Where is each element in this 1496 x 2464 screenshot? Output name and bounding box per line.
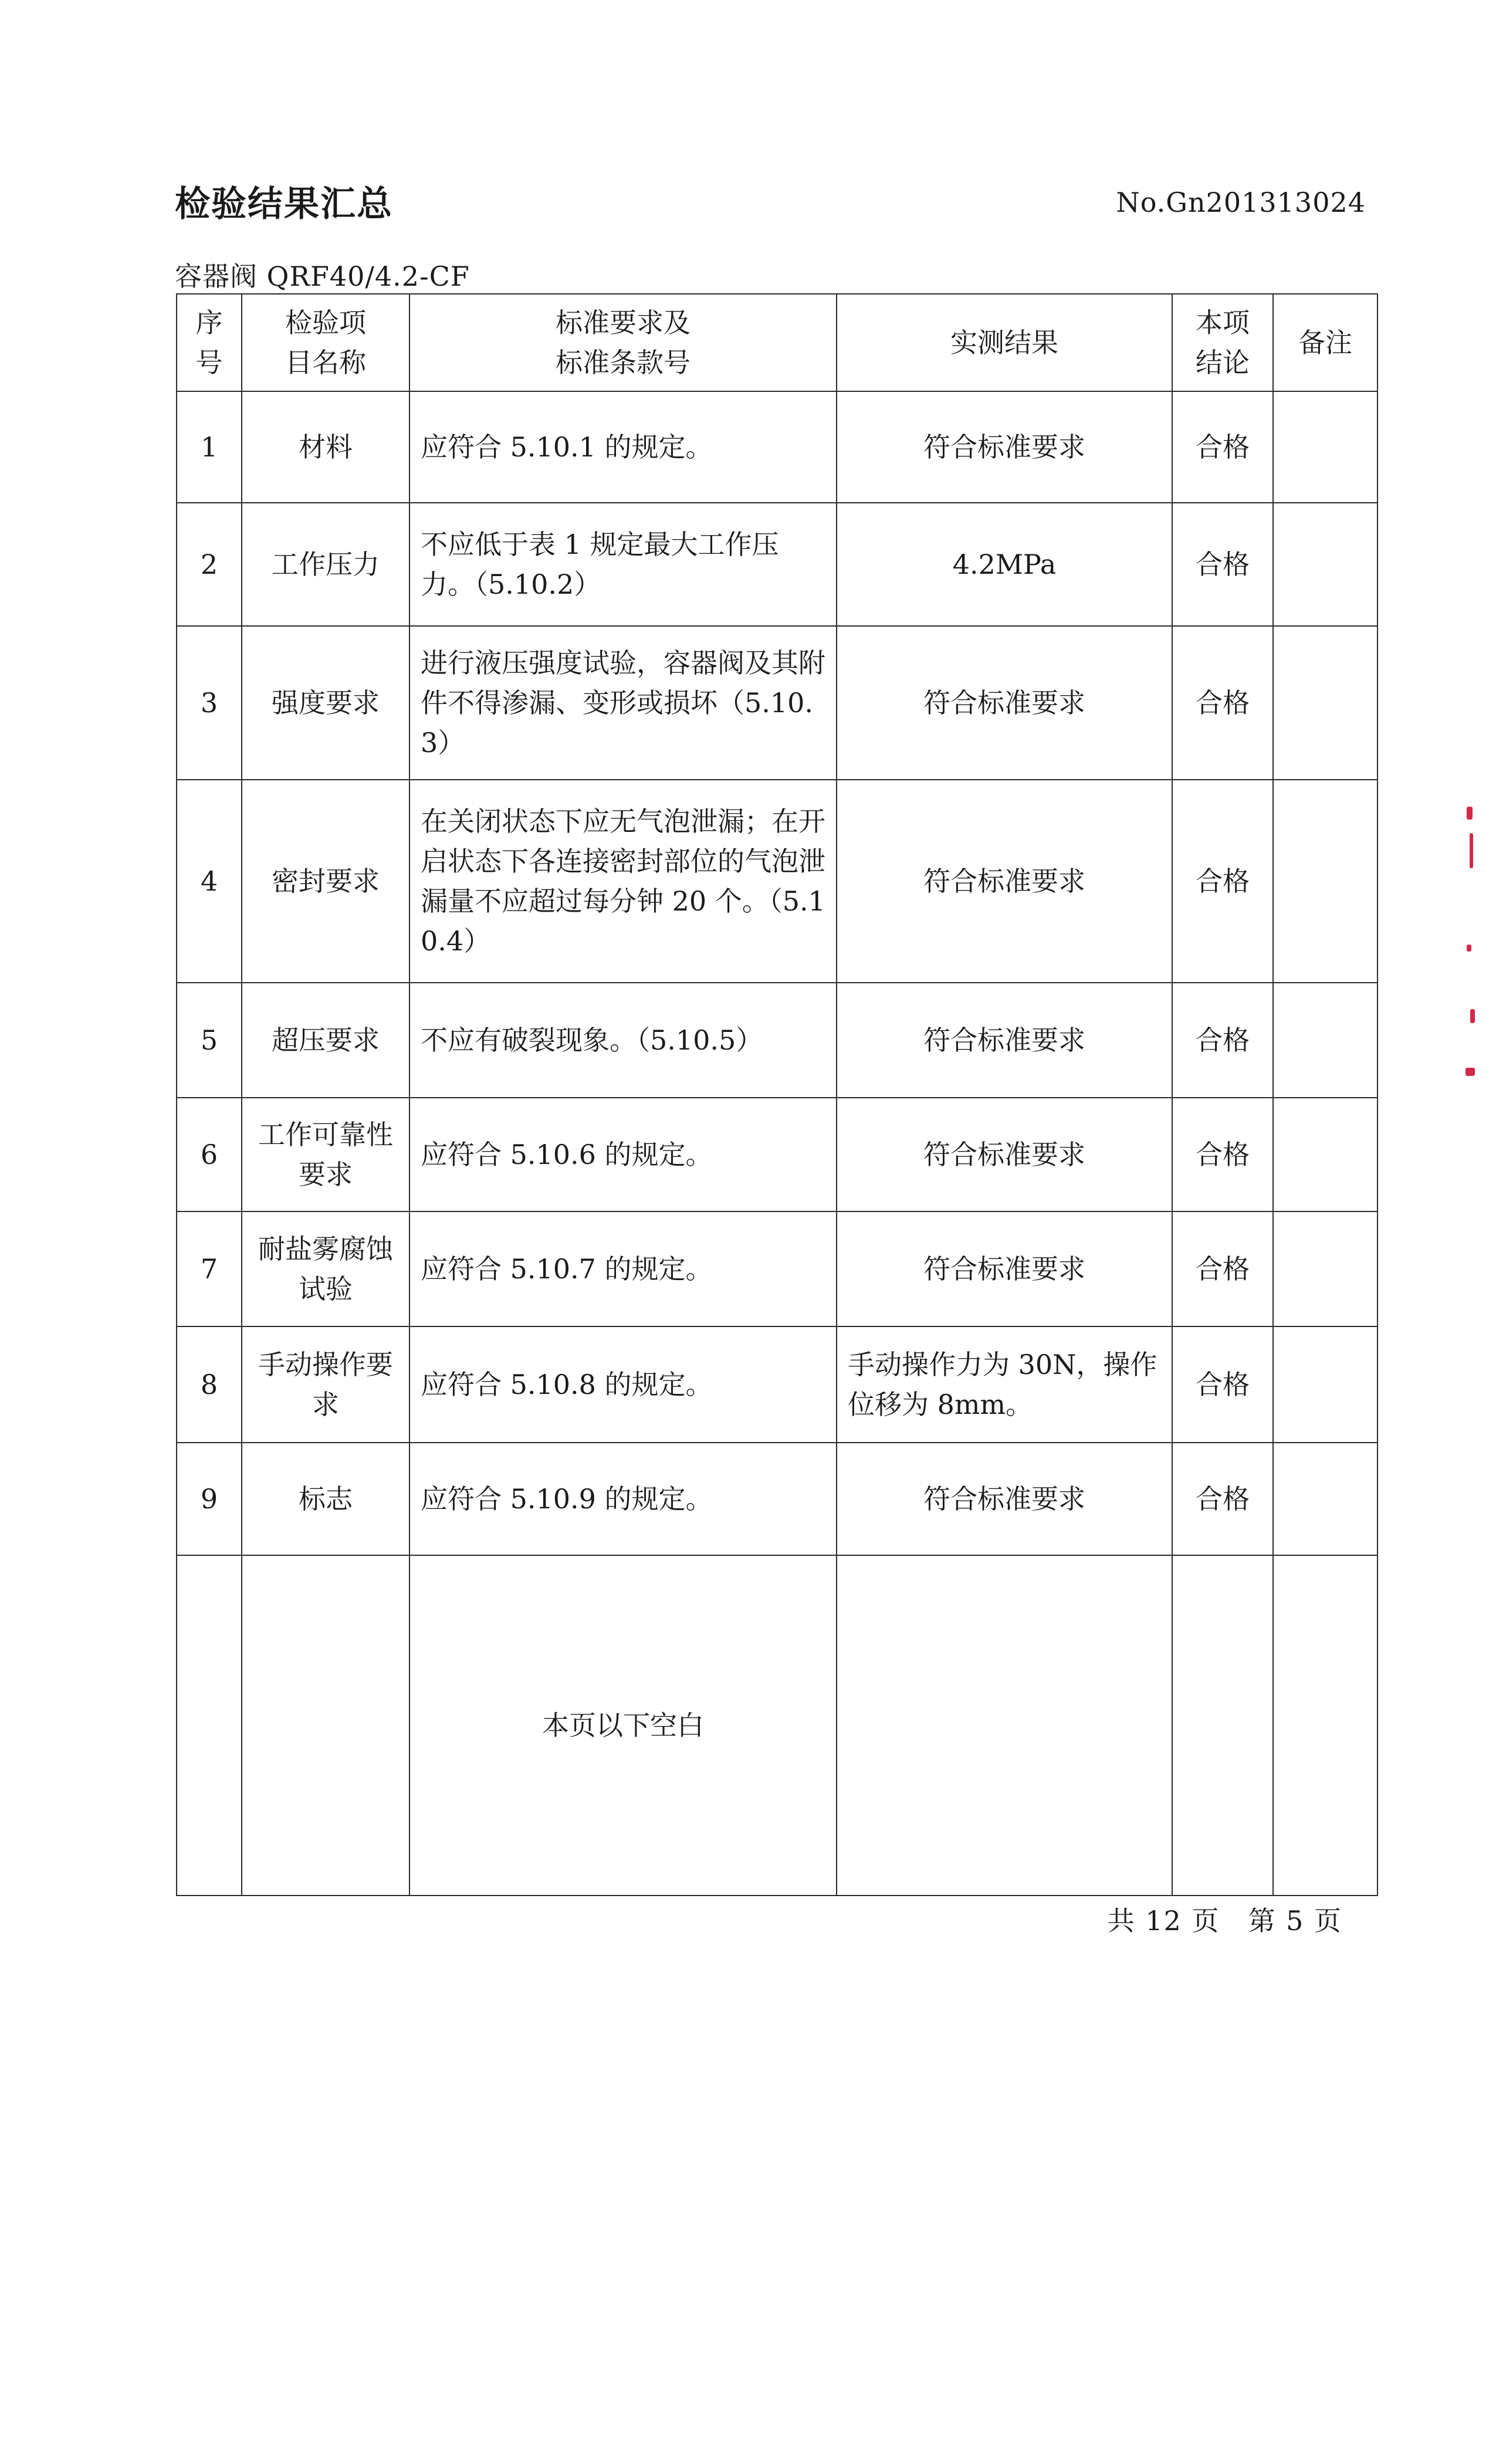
cell-requirement: 应符合 5.10.1 的规定。 xyxy=(409,391,837,503)
header-seq xyxy=(177,294,242,391)
cell-item: 材料 xyxy=(242,391,409,503)
header-conclusion xyxy=(1172,294,1273,391)
cell-seq: 6 xyxy=(177,1098,242,1211)
blank-cell xyxy=(1273,1555,1377,1896)
blank-below-note: 本页以下空白 xyxy=(409,1555,837,1896)
cell-conclusion: 合格 xyxy=(1172,1211,1273,1326)
cell-remarks xyxy=(1273,1443,1377,1555)
seal-mark xyxy=(1467,945,1471,952)
cell-conclusion: 合格 xyxy=(1172,1326,1273,1443)
table-row xyxy=(177,391,1377,503)
table-row xyxy=(177,1098,1377,1211)
cell-seq: 4 xyxy=(177,780,242,983)
cell-remarks xyxy=(1273,780,1377,983)
cell-item: 标志 xyxy=(242,1443,409,1555)
cell-conclusion: 合格 xyxy=(1172,1443,1273,1555)
cell-remarks xyxy=(1273,391,1377,503)
cell-seq: 7 xyxy=(177,1211,242,1326)
cell-remarks xyxy=(1273,503,1377,626)
page-number: 共 12 页 第 5 页 xyxy=(1107,1905,1342,1937)
seal-mark xyxy=(1467,807,1473,820)
blank-cell xyxy=(177,1555,242,1896)
cell-result: 符合标准要求 xyxy=(837,1211,1172,1326)
cell-seq: 8 xyxy=(177,1326,242,1443)
header-seq-line: 号 xyxy=(195,347,223,378)
cell-item: 工作可靠性要求 xyxy=(242,1098,409,1211)
blank-cell xyxy=(242,1555,409,1896)
table-row xyxy=(177,983,1377,1098)
blank-row xyxy=(177,1555,1377,1896)
cell-item: 强度要求 xyxy=(242,626,409,780)
table-row xyxy=(177,1326,1377,1443)
header-seq-line: 序 xyxy=(195,307,223,339)
cell-result: 符合标准要求 xyxy=(837,626,1172,780)
header-requirement xyxy=(409,294,837,391)
cell-conclusion: 合格 xyxy=(1172,391,1273,503)
table-row xyxy=(177,1211,1377,1326)
cell-seq: 2 xyxy=(177,503,242,626)
cell-result: 手动操作力为 30N，操作位移为 8mm。 xyxy=(837,1326,1172,1443)
header-requirement-line: 标准要求及 xyxy=(556,307,691,339)
cell-item: 超压要求 xyxy=(242,983,409,1098)
cell-requirement: 应符合 5.10.6 的规定。 xyxy=(409,1098,837,1211)
seal-mark xyxy=(1465,1068,1475,1076)
cell-requirement: 不应有破裂现象。（5.10.5） xyxy=(409,983,837,1098)
header-requirement-line: 标准条款号 xyxy=(556,347,691,378)
cell-item: 耐盐雾腐蚀试验 xyxy=(242,1211,409,1326)
cell-result: 符合标准要求 xyxy=(837,780,1172,983)
cell-seq: 1 xyxy=(177,391,242,503)
cell-conclusion: 合格 xyxy=(1172,503,1273,626)
table-row xyxy=(177,1443,1377,1555)
table-header-row xyxy=(177,294,1377,391)
cell-result: 符合标准要求 xyxy=(837,1443,1172,1555)
header-item-line: 目名称 xyxy=(285,347,366,378)
header-conclusion-line: 本项 xyxy=(1196,307,1250,339)
header-result xyxy=(837,294,1172,391)
cell-result: 符合标准要求 xyxy=(837,1098,1172,1211)
table-row xyxy=(177,780,1377,983)
cell-remarks xyxy=(1273,626,1377,780)
product-name: 容器阀 QRF40/4.2-CF xyxy=(175,260,470,292)
header-remarks xyxy=(1273,294,1377,391)
cell-requirement: 应符合 5.10.8 的规定。 xyxy=(409,1326,837,1443)
header-conclusion-line: 结论 xyxy=(1196,347,1250,378)
header-result-line: 实测结果 xyxy=(950,327,1058,358)
seal-mark xyxy=(1470,833,1473,868)
cell-requirement: 应符合 5.10.9 的规定。 xyxy=(409,1443,837,1555)
cell-conclusion: 合格 xyxy=(1172,1098,1273,1211)
seal-mark xyxy=(1470,1009,1475,1023)
cell-conclusion: 合格 xyxy=(1172,983,1273,1098)
cell-requirement: 在关闭状态下应无气泡泄漏；在开启状态下各连接密封部位的气泡泄漏量不应超过每分钟 20 个。（5.10.4） xyxy=(409,780,837,983)
cell-remarks xyxy=(1273,1098,1377,1211)
header-item-line: 检验项 xyxy=(285,307,366,339)
cell-result: 4.2MPa xyxy=(837,503,1172,626)
table-row xyxy=(177,503,1377,626)
blank-cell xyxy=(837,1555,1172,1896)
cell-item: 工作压力 xyxy=(242,503,409,626)
cell-requirement: 应符合 5.10.7 的规定。 xyxy=(409,1211,837,1326)
cell-remarks xyxy=(1273,983,1377,1098)
cell-result: 符合标准要求 xyxy=(837,983,1172,1098)
cell-item: 手动操作要求 xyxy=(242,1326,409,1443)
cell-result: 符合标准要求 xyxy=(837,391,1172,503)
cell-remarks xyxy=(1273,1211,1377,1326)
blank-cell xyxy=(1172,1555,1273,1896)
cell-conclusion: 合格 xyxy=(1172,780,1273,983)
header-item xyxy=(242,294,409,391)
cell-seq: 5 xyxy=(177,983,242,1098)
table-row xyxy=(177,626,1377,780)
cell-requirement: 不应低于表 1 规定最大工作压力。（5.10.2） xyxy=(409,503,837,626)
cell-seq: 9 xyxy=(177,1443,242,1555)
page-title: 检验结果汇总 xyxy=(175,184,393,225)
cell-item: 密封要求 xyxy=(242,780,409,983)
header-remarks-line: 备注 xyxy=(1298,327,1352,358)
cell-remarks xyxy=(1273,1326,1377,1443)
cell-requirement: 进行液压强度试验，容器阀及其附件不得渗漏、变形或损坏（5.10.3） xyxy=(409,626,837,780)
results-table xyxy=(176,293,1378,1896)
report-number: No.Gn201313024 xyxy=(1116,187,1366,218)
cell-conclusion: 合格 xyxy=(1172,626,1273,780)
cell-seq: 3 xyxy=(177,626,242,780)
